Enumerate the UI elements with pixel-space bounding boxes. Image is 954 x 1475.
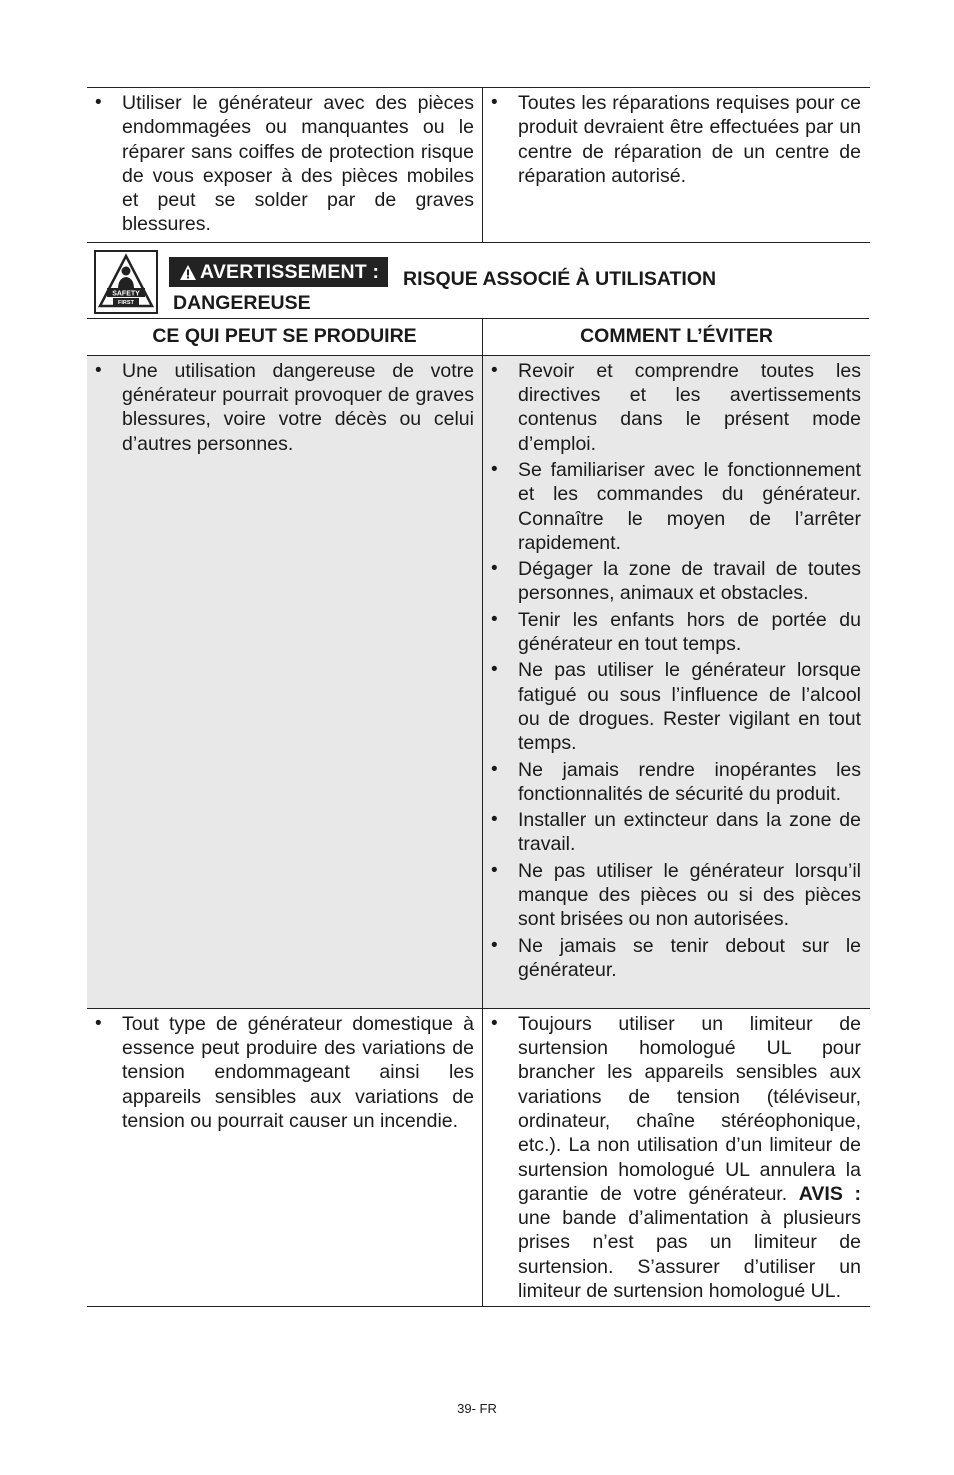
list-item: • Ne jamais se tenir debout sur le générateur.	[491, 934, 861, 981]
safety-first-icon	[94, 250, 158, 314]
list-item: • Ne pas utiliser le générateur lorsque fatigué ou sous l’influence de l’alcool ou de drogues. Rester vigilant en tout temps.	[491, 659, 861, 755]
hazard-title-continued: DANGEREUSE	[173, 291, 311, 314]
hazard-cell	[87, 1008, 483, 1307]
page-number: 39- FR	[457, 1401, 497, 1416]
warning-triangle-icon	[179, 264, 197, 281]
column-header-avoid: COMMENT L’ÉVITER	[483, 319, 871, 356]
top-continuation-table	[87, 87, 870, 243]
list-item: • Dégager la zone de travail de toutes personnes, animaux et obstacles.	[491, 558, 861, 605]
svg-text:FIRST: FIRST	[118, 299, 134, 306]
hazard-table	[87, 319, 870, 1308]
warning-header	[87, 243, 869, 319]
list-item: • Utiliser le générateur avec des pièces endommagées ou manquantes ou le réparer sans coiffes de protection risque de vous exposer à des pièces mobiles et peut se solder par de graves blessures.	[95, 92, 474, 236]
hazard-title: RISQUE ASSOCIÉ À UTILISATION	[403, 267, 717, 290]
top-right-cell	[483, 88, 871, 243]
list-item: • Ne jamais rendre inopérantes les fonctionnalités de sécurité du produit.	[491, 758, 861, 805]
list-item: • Toutes les réparations requises pour ce produit devraient être effectuées par un centre de réparation de un centre de réparation autorisé.	[491, 92, 861, 187]
notice-label: AVIS :	[798, 1182, 861, 1205]
avoid-cell	[483, 1008, 871, 1307]
list-item: • Ne pas utiliser le générateur lorsqu’il manque des pièces ou si des pièces sont brisées ou non autorisées.	[491, 859, 861, 931]
list-item: • Se familiariser avec le fonctionnement et les commandes du générateur. Connaître le moyen de l’arrêter rapidement.	[491, 458, 861, 554]
list-item: • Une utilisation dangereuse de votre générateur pourrait provoquer de graves blessures, voire votre décès ou celui d’autres personnes.	[95, 359, 474, 455]
avoid-cell	[483, 355, 871, 1008]
list-item: • Toujours utiliser un limiteur de surtension homologué UL pour brancher les appareils sensibles aux variations de tension (téléviseur, ordinateur, chaîne stéréophonique, etc.). La non utilisation d’un limiteur de surtension homologué UL annulera la garantie de votre générateur. AVIS : une bande d’alimentation à plusieurs prises n’est pas un limiteur de surtension. S’assurer d’utiliser un limiteur de surtension homologué UL.	[491, 1012, 861, 1303]
list-item: • Installer un extincteur dans la zone de travail.	[491, 809, 861, 856]
manual-page	[87, 87, 869, 1307]
table-row	[87, 1008, 870, 1307]
list-item: • Revoir et comprendre toutes les directives et les avertissements contenus dans le présent mode d’emploi.	[491, 359, 861, 455]
svg-text:SAFETY: SAFETY	[112, 290, 140, 298]
warning-badge: AVERTISSEMENT :	[169, 257, 388, 287]
top-left-cell	[87, 88, 483, 243]
list-item: • Tenir les enfants hors de portée du générateur en tout temps.	[491, 608, 861, 656]
column-header-what: CE QUI PEUT SE PRODUIRE	[87, 319, 483, 356]
hazard-cell	[87, 355, 483, 1008]
table-row	[87, 355, 870, 1008]
list-item: • Tout type de générateur domestique à essence peut produire des variations de tension endommageant ainsi les appareils sensibles aux variations de tension ou pourrait causer un incendie.	[95, 1012, 474, 1132]
